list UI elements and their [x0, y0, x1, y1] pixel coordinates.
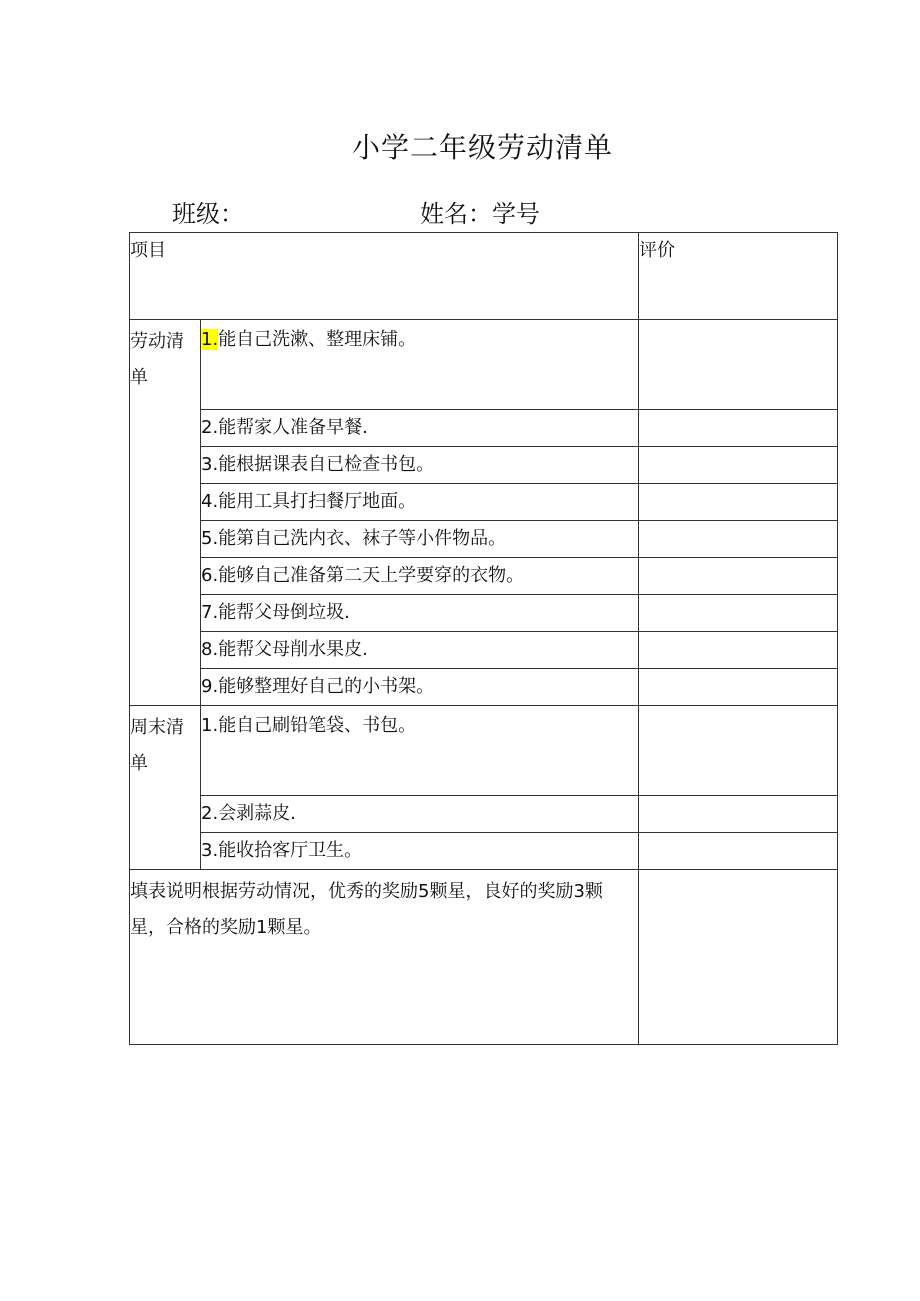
table-row — [130, 320, 838, 410]
item-number: 8. — [201, 639, 219, 660]
table-row — [130, 447, 838, 484]
item-cell — [201, 521, 639, 558]
fill-instructions: 填表说明根据劳动情况，优秀的奖励5颗星，良好的奖励3颗星，合格的奖励1颗星。 — [130, 881, 603, 938]
item-cell — [201, 632, 639, 669]
item-text: 能够整理好自己的小书架。 — [218, 676, 435, 697]
evaluation-cell[interactable] — [639, 595, 838, 632]
table-row — [130, 521, 838, 558]
evaluation-cell[interactable] — [639, 632, 838, 669]
labor-checklist-table — [129, 232, 838, 1045]
item-number: 2. — [201, 803, 219, 824]
item-text: 能自己刷铅笔袋、书包。 — [218, 715, 417, 736]
note-cell — [130, 870, 639, 1045]
item-text: 能收拾客厅卫生。 — [218, 840, 363, 861]
table-header-row — [130, 233, 838, 320]
name-id-label: 姓名：学号 — [420, 200, 540, 228]
item-cell — [201, 595, 639, 632]
category-cell-labor — [130, 320, 201, 706]
table-row — [130, 484, 838, 521]
item-text: 能帮父母倒垃圾. — [218, 602, 350, 623]
evaluation-cell[interactable] — [639, 410, 838, 447]
table-row — [130, 632, 838, 669]
evaluation-cell[interactable] — [639, 447, 838, 484]
item-number: 3. — [201, 840, 219, 861]
category-label: 周末清单 — [130, 717, 184, 774]
evaluation-cell[interactable] — [639, 521, 838, 558]
table-row — [130, 833, 838, 870]
item-cell — [201, 558, 639, 595]
evaluation-cell[interactable] — [639, 706, 838, 796]
item-text: 能帮父母削水果皮. — [218, 639, 368, 660]
item-text: 能第自己洗内衣、袜子等小件物品。 — [218, 528, 507, 549]
item-text: 能用工具打扫餐厅地面。 — [218, 491, 417, 512]
item-cell — [201, 669, 639, 706]
header-evaluation-cell — [639, 233, 838, 320]
header-evaluation-label: 评价 — [639, 240, 675, 261]
item-text: 会剥蒜皮. — [218, 803, 296, 824]
table-row — [130, 669, 838, 706]
item-text: 能根据课表自已检查书包。 — [218, 454, 435, 475]
item-text: 能自己洗漱、整理床铺。 — [218, 329, 417, 350]
item-number: 4. — [201, 491, 219, 512]
item-cell — [201, 833, 639, 870]
evaluation-cell[interactable] — [639, 669, 838, 706]
document-title: 小学二年级劳动清单 — [351, 131, 613, 164]
header-item-label: 项目 — [130, 240, 166, 261]
evaluation-cell[interactable] — [639, 558, 838, 595]
table-row — [130, 796, 838, 833]
item-number: 5. — [201, 528, 219, 549]
evaluation-cell[interactable] — [639, 833, 838, 870]
item-cell — [201, 447, 639, 484]
item-cell — [201, 484, 639, 521]
item-cell — [201, 706, 639, 796]
item-number: 3. — [201, 454, 219, 475]
item-number: 6. — [201, 565, 219, 586]
table-row — [130, 706, 838, 796]
class-label: 班级： — [172, 200, 244, 228]
category-label: 劳动清单 — [130, 331, 184, 388]
table-row — [130, 595, 838, 632]
table-row — [130, 558, 838, 595]
item-text: 能够自己准备第二天上学要穿的衣物。 — [218, 565, 525, 586]
evaluation-cell[interactable] — [639, 320, 838, 410]
evaluation-cell[interactable] — [639, 484, 838, 521]
item-number-highlighted: 1. — [201, 329, 219, 350]
item-cell — [201, 320, 639, 410]
item-number: 1. — [201, 715, 219, 736]
item-text: 能帮家人准备早餐. — [218, 417, 368, 438]
item-number: 9. — [201, 676, 219, 697]
evaluation-cell[interactable] — [639, 796, 838, 833]
item-number: 2. — [201, 417, 219, 438]
table-row — [130, 410, 838, 447]
category-cell-weekend — [130, 706, 201, 870]
note-row — [130, 870, 838, 1045]
header-item-cell — [130, 233, 639, 320]
note-evaluation-cell[interactable] — [639, 870, 838, 1045]
item-number: 7. — [201, 602, 219, 623]
item-cell — [201, 796, 639, 833]
item-cell — [201, 410, 639, 447]
